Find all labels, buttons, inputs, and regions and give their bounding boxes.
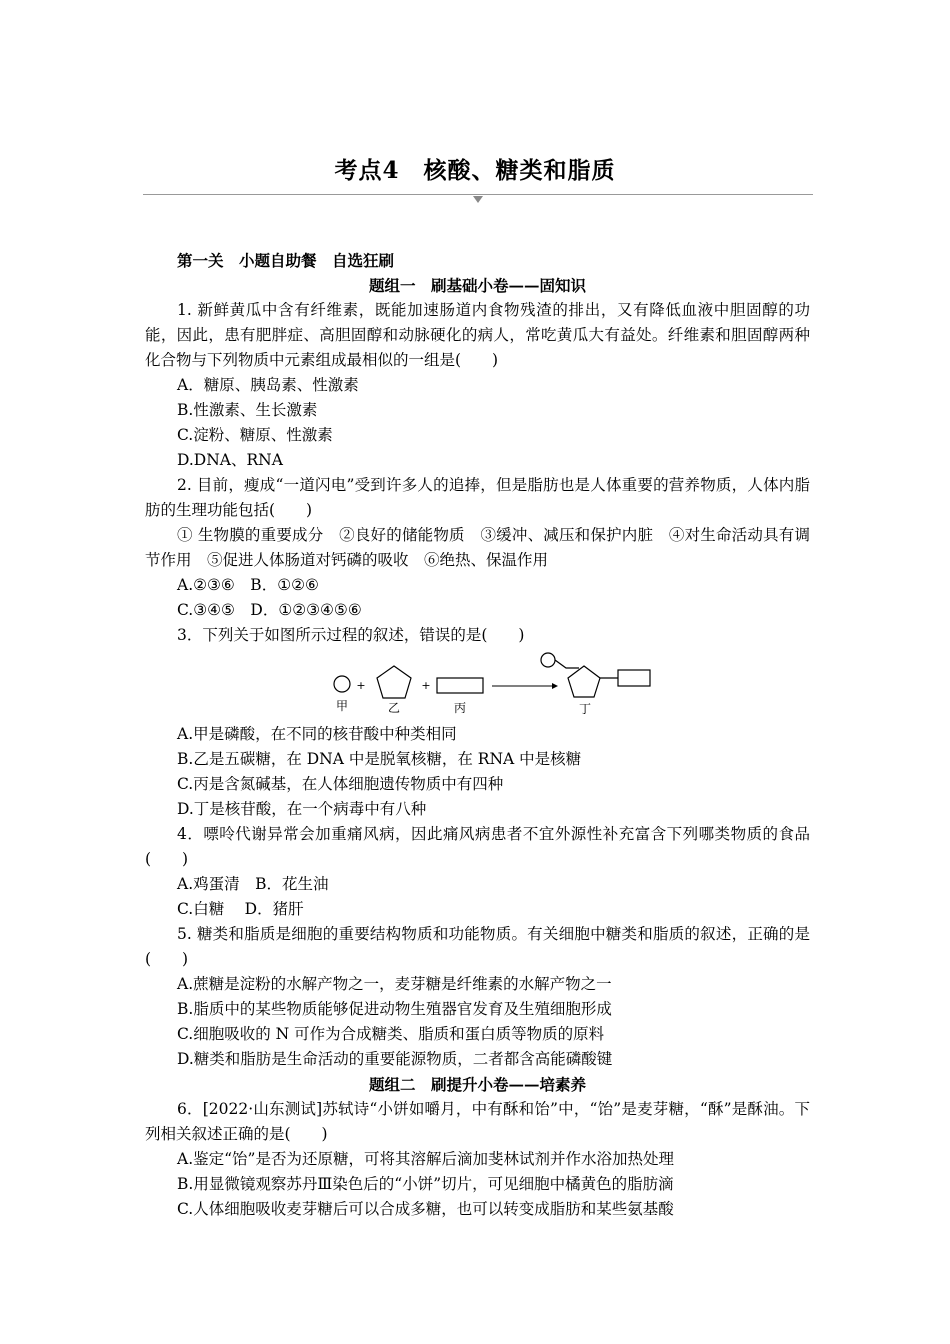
section-heading: 第一关 小题自助餐 自选狂刷 [177,251,395,270]
question-6-option-a: A.鉴定“饴”是否为还原糖，可将其溶解后滴加斐林试剂并作水浴加热处理 [177,1150,674,1168]
question-5-option-a: A.蔗糖是淀粉的水解产物之一，麦芽糖是纤维素的水解产物之一 [177,975,612,993]
question-2-items: ① 生物膜的重要成分 ②良好的储能物质 ③缓冲、减压和保护内脏 ④对生命活动具有调节作用 ⑤促进人体肠道对钙磷的吸收 ⑥绝热、保温作用 [145,526,810,569]
question-3-option-d: D.丁是核苷酸，在一个病毒中有八种 [177,800,427,818]
group-heading-2: 题组二 刷提升小卷——培素养 [368,1075,586,1094]
question-5-stem: 5. 糖类和脂质是细胞的重要结构物质和功能物质。有关细胞中糖类和脂质的叙述，正确的是( ) [145,925,810,968]
nucleotide-diagram [145,650,810,718]
plus-sign-2: + [421,679,431,692]
question-2-stem: 2. 目前，瘦成“一道闪电”受到许多人的追捧，但是脂肪也是人体重要的营养物质，人体内脂肪的生理功能包括( ) [145,476,810,519]
arrow-head-icon [552,683,558,689]
plus-sign-1: + [356,679,366,692]
question-6-stem: 6．[2022·山东测试]苏轼诗“小饼如嚼月，中有酥和饴”中，“饴”是麦芽糖，“酥”是酥油。下列相关叙述正确的是( ) [145,1100,810,1143]
question-1-option-b: B.性激素、生长激素 [177,401,318,419]
question-3-stem: 3．下列关于如图所示过程的叙述，错误的是( ) [177,626,525,644]
question-1-stem: 1. 新鲜黄瓜中含有纤维素，既能加速肠道内食物残渣的排出，又有降低血液中胆固醇的功能，因此，患有肥胖症、高胆固醇和动脉硬化的病人，常吃黄瓜大有益处。纤维素和胆固醇两种化合物与下列物质中元素组成最相似的一组是( ) [145,301,810,369]
nucleotide-bond-line [555,660,579,668]
question-body [145,248,810,1222]
group-heading-1: 题组一 刷基础小卷——固知识 [368,276,586,295]
question-2-options-ab: A.②③⑥ B．①②⑥ [177,576,319,594]
divider-marker-icon [473,196,483,203]
nucleotide-phosphate-circle [541,653,555,667]
base-rectangle [437,678,483,693]
question-6-option-c: C.人体细胞吸收麦芽糖后可以合成多糖，也可以转变成脂肪和某些氨基酸 [177,1200,674,1218]
question-3-option-c: C.丙是含氮碱基，在人体细胞遗传物质中有四种 [177,775,504,793]
question-1-option-c: C.淀粉、糖原、性激素 [177,426,333,444]
title-divider [143,194,813,195]
question-3-option-a: A.甲是磷酸，在不同的核苷酸中种类相同 [177,725,457,743]
question-2-options-cd: C.③④⑤ D．①②③④⑤⑥ [177,601,362,619]
question-5-option-b: B.脂质中的某些物质能够促进动物生殖器官发育及生殖细胞形成 [177,1000,612,1018]
question-4-stem: 4．嘌呤代谢异常会加重痛风病，因此痛风病患者不宜外源性补充富含下列哪类物质的食品( ) [145,825,810,868]
label-bing: 丙 [453,701,467,715]
nucleotide-pentagon [568,666,600,697]
question-1-option-a: A．糖原、胰岛素、性激素 [177,376,359,394]
label-yi: 乙 [387,701,401,715]
question-5-option-d: D.糖类和脂肪是生命活动的重要能源物质，二者都含高能磷酸键 [177,1050,613,1068]
page-title: 考点4 核酸、糖类和脂质 [334,157,616,184]
question-4-options-ab: A.鸡蛋清 B．花生油 [177,875,329,893]
nucleotide-diagram-svg [330,650,660,718]
label-jia: 甲 [335,699,349,713]
question-3-option-b: B.乙是五碳糖，在 DNA 中是脱氧核糖，在 RNA 中是核糖 [177,750,582,768]
question-4-options-cd: C.白糖 D．猪肝 [177,900,304,918]
pentose-pentagon [377,666,411,698]
question-6-option-b: B.用显微镜观察苏丹Ⅲ染色后的“小饼”切片，可见细胞中橘黄色的脂肪滴 [177,1175,674,1193]
phosphate-circle [334,676,350,692]
nucleotide-base-rectangle [618,670,650,686]
label-ding: 丁 [578,702,592,716]
question-5-option-c: C.细胞吸收的 N 可作为合成糖类、脂质和蛋白质等物质的原料 [177,1025,605,1043]
question-1-option-d: D.DNA、RNA [177,451,283,469]
